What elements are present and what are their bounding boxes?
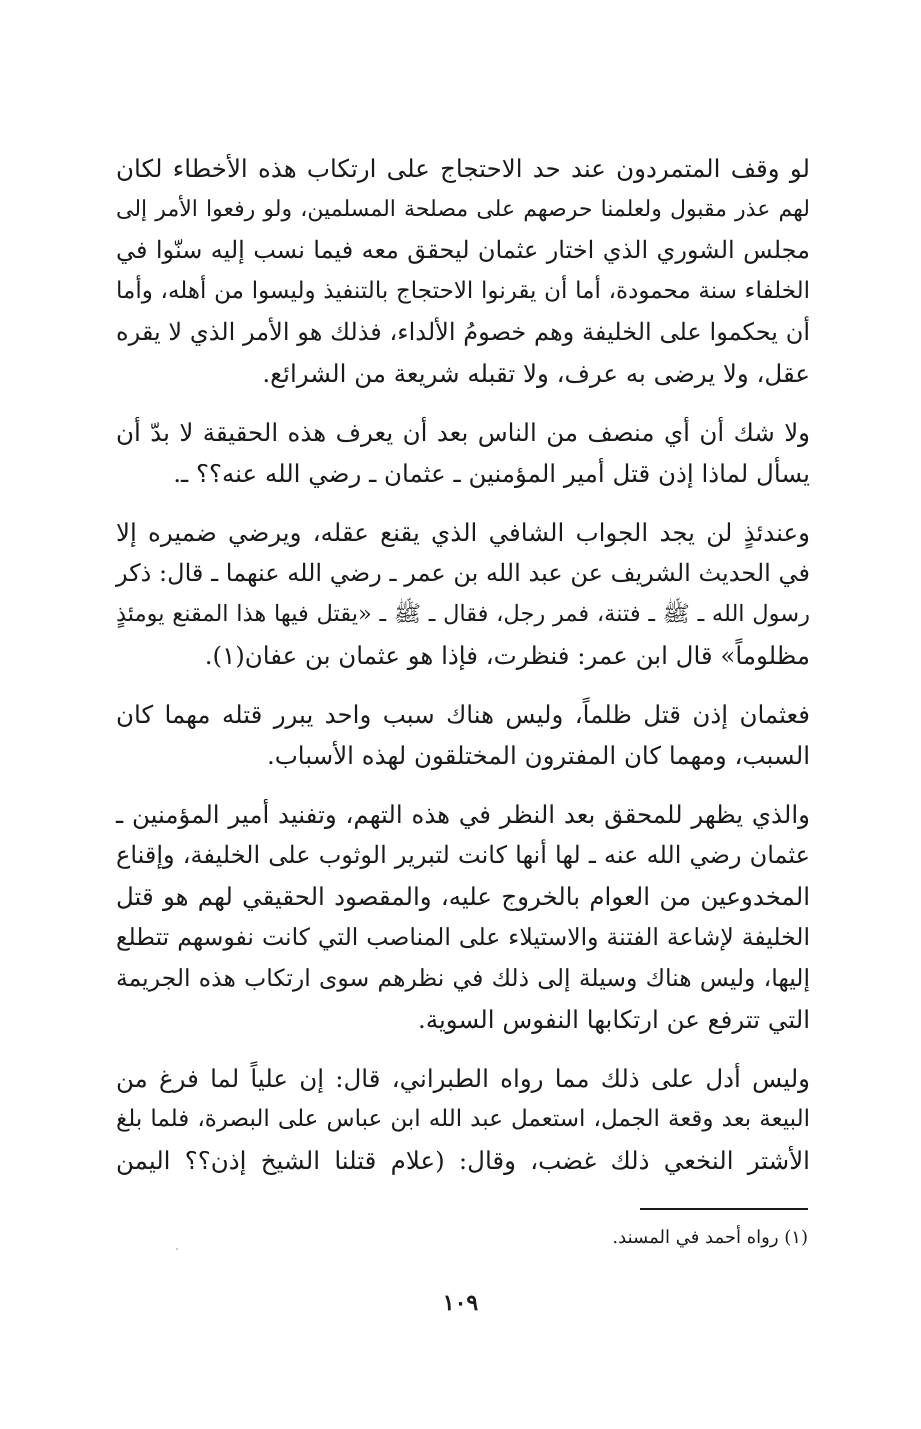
text-line: الأشتر النخعي ذلك غضب، وقال: (علام قتلنا الشيخ إذن؟؟ اليمن	[116, 1146, 810, 1175]
text-line: لهم عذر مقبول ولعلمنا حرصهم على مصلحة المسلمين، ولو رفعوا الأمر إلى	[116, 197, 810, 222]
text-line: السبب، ومهما كان المفترون المختلقون لهذه الأسباب.	[266, 741, 810, 770]
paragraph-4	[116, 694, 810, 776]
paragraph-5	[116, 794, 810, 1040]
text-line: التي تترفع عن ارتكابها النفوس السوية.	[418, 1005, 810, 1034]
text-line: وعندئذٍ لن يجد الجواب الشافي الذي يقنع عقله، ويرضي ضميره إلا	[116, 518, 810, 547]
footnote: (١) رواه أحمد في المسند.	[612, 1227, 808, 1248]
paragraph-3	[116, 512, 810, 676]
text-line: مظلوماً» قال ابن عمر: فنظرت، فإذا هو عثمان بن عفان(١).	[204, 641, 810, 670]
text-line: عقل، ولا يرضى به عرف، ولا تقبله شريعة من الشرائع.	[262, 359, 810, 388]
text-line: البيعة بعد وقعة الجمل، استعمل عبد الله ابن عباس على البصرة، فلما بلغ	[116, 1106, 810, 1132]
text-line: يسأل لماذا إذن قتل أمير المؤمنين ـ عثمان ـ رضي الله عنه؟؟ ـ.	[173, 459, 810, 488]
text-line: الخليفة لإشاعة الفتنة والاستيلاء على المناصب التي كانت نفوسهم تتطلع	[116, 923, 810, 951]
text-line: أن يحكموا على الخليفة وهم خصومُ الألداء، فذلك هو الأمر الذي لا يقره	[116, 318, 810, 346]
text-line: مجلس الشوري الذي اختار عثمان ليحقق معه فيما نسب إليه سنّوا في	[116, 236, 810, 264]
text-line: المخدوعين من العوام بالخروج عليه، والمقصود الحقيقي لهم هو قتل	[116, 882, 810, 911]
text-line: فعثمان إذن قتل ظلماً، وليس هناك سبب واحد يبرر قتله مهما كان	[116, 700, 810, 729]
text-line: رسول الله ـ ﷺ ـ فتنة، فمر رجل، فقال ـ ﷺ ـ «يقتل فيها هذا المقنع يومئذٍ	[116, 601, 810, 627]
paragraph-1	[116, 148, 810, 394]
paragraph-2	[116, 412, 810, 494]
text-line: وليس أدل على ذلك مما رواه الطبراني، قال: إن علياً لما فرغ من	[116, 1064, 810, 1093]
footnote-separator	[640, 1208, 808, 1210]
text-line: إليها، وليس هناك وسيلة إلى ذلك في نظرهم سوى ارتكاب هذه الجريمة	[116, 964, 810, 992]
page-number: ١٠٩	[442, 1290, 479, 1316]
page-body	[116, 148, 810, 1199]
text-line: ولا شك أن أي منصف من الناس بعد أن يعرف هذه الحقيقة لا بدّ أن	[116, 418, 810, 447]
text-line: لو وقف المتمردون عند حد الاحتجاج على ارتكاب هذه الأخطاء لكان	[116, 154, 810, 183]
paragraph-6	[116, 1058, 810, 1181]
text-line: في الحديث الشريف عن عبد الله بن عمر ـ رضي الله عنهما ـ قال: ذكر	[116, 559, 810, 587]
scan-speck	[176, 1248, 178, 1250]
text-line: والذي يظهر للمحقق بعد النظر في هذه التهم، وتفنيد أمير المؤمنين ـ	[116, 800, 810, 829]
text-line: عثمان رضي الله عنه ـ لها أنها كانت لتبرير الوثوب على الخليفة، وإقناع	[116, 841, 810, 869]
text-line: الخلفاء سنة محمودة، أما أن يقرنوا الاحتجاج بالتنفيذ وليسوا من أهله، وأما	[116, 278, 810, 304]
